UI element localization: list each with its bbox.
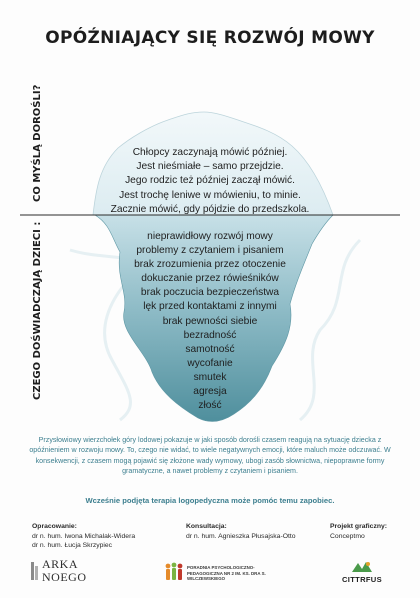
credit-author: dr n. hum. Iwona Michalak-Widera bbox=[32, 532, 136, 540]
child-experience: lęk przed kontaktami z innymi bbox=[143, 301, 277, 313]
adult-thought: Jest nieśmiałe – samo przejdzie. bbox=[136, 161, 284, 173]
child-experience: smutek bbox=[193, 371, 227, 383]
highlight-sentence: Wcześnie podjęta terapia logopedyczna może pomóc temu zapobiec. bbox=[85, 496, 335, 505]
poradnia-logo-text: PORADNIA PSYCHOLOGICZNO-PEDAGOGICZNA NR 2 IM. KS. DRA S. WILCZEWSKIEGO bbox=[187, 565, 266, 582]
credit-heading: Konsultacja: bbox=[186, 523, 227, 530]
child-experience: brak zrozumienia przez otoczenie bbox=[134, 259, 286, 271]
adults-thoughts-list bbox=[95, 146, 325, 217]
arka-logo-text bbox=[42, 558, 87, 584]
credit-heading: Projekt graficzny: bbox=[330, 523, 388, 530]
credits-konsultacja bbox=[186, 522, 296, 541]
child-experience: samotność bbox=[185, 343, 235, 355]
child-experience: nieprawidłowy rozwój mowy bbox=[147, 231, 273, 242]
description-paragraph: Przysłowiowy wierzchołek góry lodowej pokazuje w jaki sposób dorośli czasem reagują na sytuację dziecka z opóźnieniem w rozwoju mowy. To, czego nie widać, to wiele negatywnych emocji, które maluch może odczuwać. W konsekwencji, z czasem mogą pojawić się złożone wady wymowy, ubogi zasób słownictwa, niepoprawne formy gramatyczne, a nawet problemy z czytaniem i pisaniem. bbox=[29, 436, 391, 476]
people-icon bbox=[163, 561, 185, 583]
credits-opracowanie bbox=[32, 522, 135, 551]
credit-author: dr n. hum. Agnieszka Płusajska-Otto bbox=[186, 532, 296, 540]
adult-thought: Jest trochę leniwe w mówieniu, to minie. bbox=[119, 189, 301, 201]
child-experience: brak poczucia bezpieczeństwa bbox=[140, 287, 280, 299]
child-experience: problemy z czytaniem i pisaniem bbox=[136, 245, 284, 257]
arka-logo-line: ARKA bbox=[42, 557, 79, 571]
poradnia-logo bbox=[163, 561, 273, 585]
adult-thought: Zacznie mówić, gdy pójdzie do przedszkola. bbox=[110, 203, 310, 215]
poster-title: OPÓŹNIAJĄCY SIĘ ROZWÓJ MOWY bbox=[45, 28, 375, 48]
child-experience: złość bbox=[198, 400, 222, 412]
arka-logo-line: NOEGO bbox=[42, 570, 87, 584]
credit-author: dr n. hum. Łucja Skrzypiec bbox=[32, 542, 113, 550]
cittrfus-logo bbox=[336, 560, 388, 586]
adult-thought: Chłopcy zaczynają mówić później. bbox=[132, 147, 288, 158]
child-experience: bezradność bbox=[183, 329, 237, 341]
side-label-adults: CO MYŚLĄ DOROŚLI? bbox=[32, 84, 43, 202]
arka-emblem-icon bbox=[30, 560, 40, 582]
children-experiences-list bbox=[120, 230, 300, 413]
child-experience: dokuczanie przez rówieśników bbox=[141, 273, 279, 285]
child-experience: agresja bbox=[193, 386, 227, 398]
cittrfus-emblem-icon bbox=[350, 560, 374, 574]
adult-thought: Jego rodzic też później zaczął mówić. bbox=[125, 175, 295, 187]
side-label-children: CZEGO DOŚWIADCZAJĄ DZIECI : bbox=[32, 221, 43, 400]
credits-projekt bbox=[330, 522, 387, 541]
credit-heading: Opracowanie: bbox=[32, 523, 77, 530]
child-experience: wycofanie bbox=[187, 357, 233, 369]
credit-author: Conceptmo bbox=[330, 532, 365, 540]
arka-noego-logo bbox=[30, 558, 100, 586]
child-experience: brak pewności siebie bbox=[162, 315, 258, 327]
cittrfus-logo-text: CITTRFUS bbox=[342, 575, 382, 584]
